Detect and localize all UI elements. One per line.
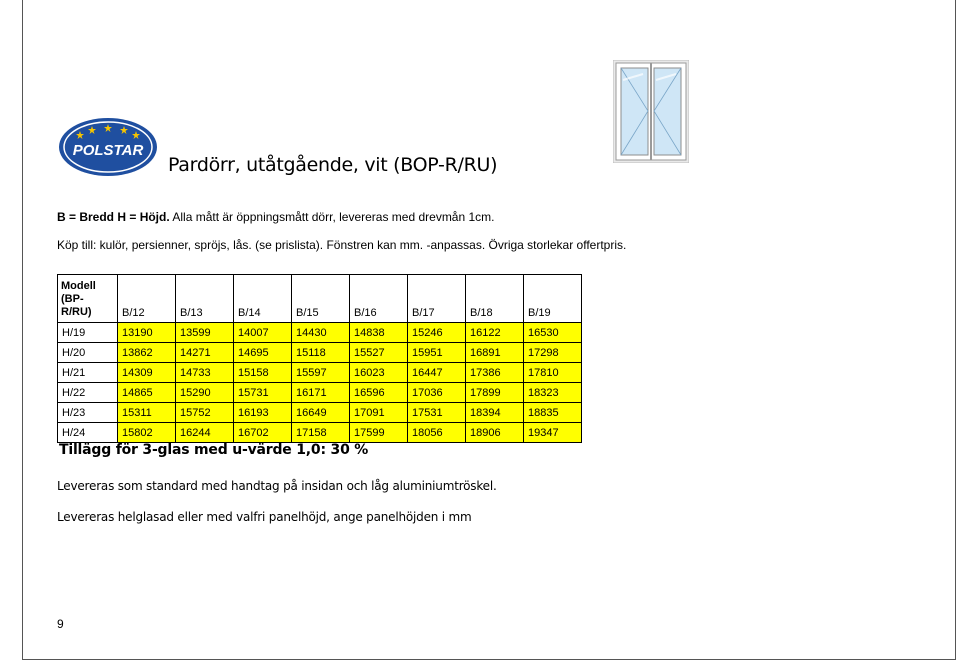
document-title: Pardörr, utåtgående, vit (BOP-R/RU) — [168, 154, 498, 176]
price-cell: 18835 — [524, 403, 582, 423]
price-cell: 15731 — [234, 383, 292, 403]
price-cell: 15951 — [408, 343, 466, 363]
price-cell: 16447 — [408, 363, 466, 383]
price-cell: 15246 — [408, 323, 466, 343]
table-corner-header: Modell (BP- R/RU) — [58, 275, 118, 323]
info-line-1-rest: Alla mått är öppningsmått dörr, levereras med drevmån 1cm. — [169, 210, 495, 224]
glazing-note: Levereras helglasad eller med valfri panelhöjd, ange panelhöjden i mm — [57, 510, 472, 524]
price-cell: 17386 — [466, 363, 524, 383]
info-line-2: Köp till: kulör, persienner, spröjs, lås. (se prislista). Fönstren kan mm. -anpassas. Övriga storlekar offertpris. — [57, 238, 627, 252]
price-cell: 17091 — [350, 403, 408, 423]
price-cell: 15290 — [176, 383, 234, 403]
price-cell: 16596 — [350, 383, 408, 403]
row-header: H/21 — [58, 363, 118, 383]
price-cell: 16171 — [292, 383, 350, 403]
price-cell: 14695 — [234, 343, 292, 363]
column-header: B/16 — [350, 275, 408, 323]
price-cell: 16649 — [292, 403, 350, 423]
column-header: B/17 — [408, 275, 466, 323]
row-header: H/24 — [58, 423, 118, 443]
column-header: B/13 — [176, 275, 234, 323]
table-row — [58, 383, 582, 403]
price-cell: 16244 — [176, 423, 234, 443]
table-row — [58, 403, 582, 423]
price-cell: 14733 — [176, 363, 234, 383]
price-cell: 13190 — [118, 323, 176, 343]
price-cell: 19347 — [524, 423, 582, 443]
page-number: 9 — [57, 617, 64, 631]
info-line-1 — [57, 210, 495, 224]
price-cell: 16122 — [466, 323, 524, 343]
price-cell: 15597 — [292, 363, 350, 383]
price-cell: 18056 — [408, 423, 466, 443]
price-cell: 17599 — [350, 423, 408, 443]
price-cell: 18394 — [466, 403, 524, 423]
price-cell: 18323 — [524, 383, 582, 403]
price-cell: 13862 — [118, 343, 176, 363]
price-cell: 17158 — [292, 423, 350, 443]
price-cell: 14838 — [350, 323, 408, 343]
price-cell: 17810 — [524, 363, 582, 383]
price-cell: 14430 — [292, 323, 350, 343]
price-cell: 18906 — [466, 423, 524, 443]
price-cell: 15527 — [350, 343, 408, 363]
table-row — [58, 363, 582, 383]
row-header: H/20 — [58, 343, 118, 363]
table-row — [58, 323, 582, 343]
price-cell: 16530 — [524, 323, 582, 343]
info-line-1-bold: B = Bredd H = Höjd. — [57, 210, 170, 224]
price-cell: 15752 — [176, 403, 234, 423]
price-cell: 14007 — [234, 323, 292, 343]
table-row — [58, 423, 582, 443]
price-cell: 17531 — [408, 403, 466, 423]
double-window-icon — [613, 60, 689, 163]
price-cell: 15158 — [234, 363, 292, 383]
standard-note: Levereras som standard med handtag på insidan och låg aluminiumtröskel. — [57, 479, 497, 493]
column-header: B/12 — [118, 275, 176, 323]
price-table — [57, 274, 582, 443]
column-header: B/15 — [292, 275, 350, 323]
price-cell: 16891 — [466, 343, 524, 363]
price-cell: 17036 — [408, 383, 466, 403]
price-cell: 16023 — [350, 363, 408, 383]
price-cell: 17899 — [466, 383, 524, 403]
row-header: H/22 — [58, 383, 118, 403]
price-cell: 15802 — [118, 423, 176, 443]
column-header: B/14 — [234, 275, 292, 323]
addon-note: Tillägg för 3-glas med u-värde 1,0: 30 % — [59, 442, 369, 458]
table-row — [58, 343, 582, 363]
price-cell: 13599 — [176, 323, 234, 343]
table-header-row — [58, 275, 582, 323]
price-cell: 14865 — [118, 383, 176, 403]
polstar-logo — [58, 117, 158, 177]
price-cell: 15118 — [292, 343, 350, 363]
column-header: B/18 — [466, 275, 524, 323]
row-header: H/19 — [58, 323, 118, 343]
column-header: B/19 — [524, 275, 582, 323]
price-cell: 16193 — [234, 403, 292, 423]
row-header: H/23 — [58, 403, 118, 423]
price-cell: 17298 — [524, 343, 582, 363]
price-cell: 15311 — [118, 403, 176, 423]
price-cell: 16702 — [234, 423, 292, 443]
logo-text: POLSTAR — [72, 142, 144, 159]
price-cell: 14309 — [118, 363, 176, 383]
price-cell: 14271 — [176, 343, 234, 363]
